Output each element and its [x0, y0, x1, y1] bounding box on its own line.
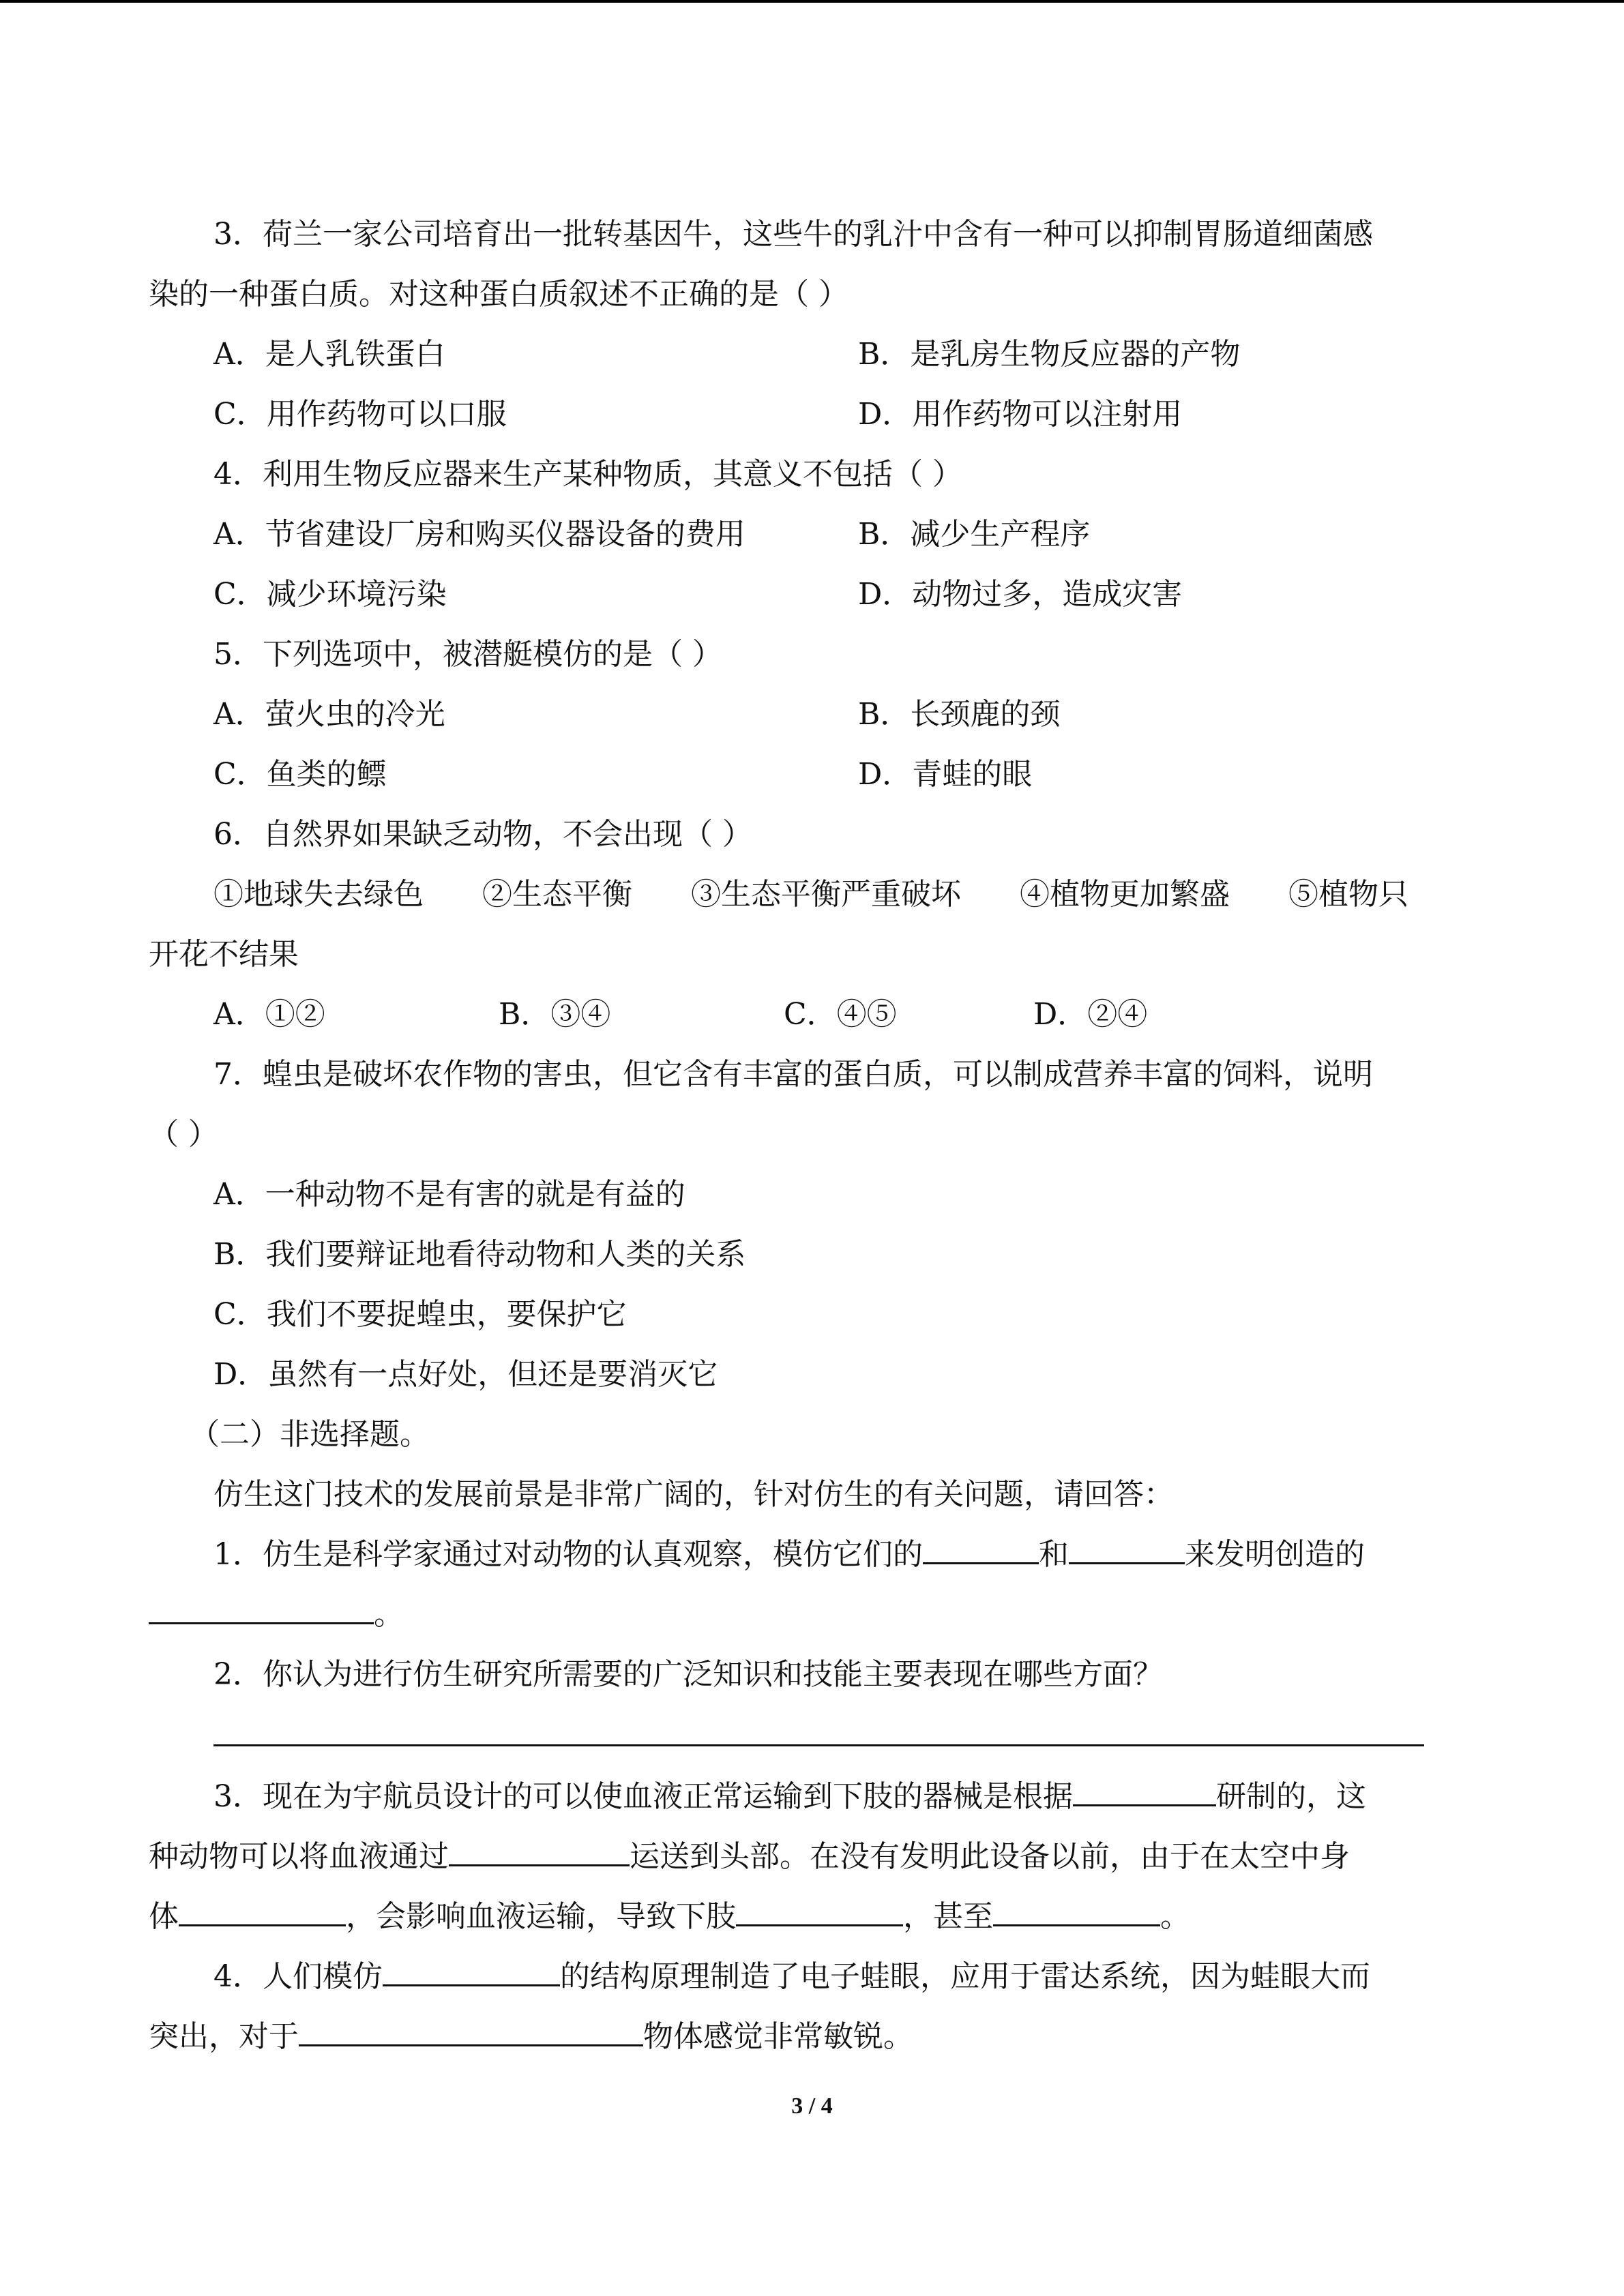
question-3-options-row1 [149, 325, 1479, 385]
fill-question-3-line1 [149, 1767, 1479, 1827]
question-6-options [149, 985, 1479, 1045]
fill-question-4-line1 [149, 1947, 1479, 2007]
option-d: D．②④ [1033, 997, 1148, 1032]
option-a: A．节省建设厂房和购买仪器设备的费用 [213, 517, 745, 552]
item-3: ③生态平衡严重破坏 [691, 877, 961, 912]
q1-part3: 来发明创造的 [1185, 1537, 1365, 1572]
item-1: ①地球失去绿色 [213, 877, 424, 912]
fill-question-1-line2 [149, 1585, 1479, 1645]
answer-blank[interactable] [1069, 1534, 1185, 1564]
answer-line[interactable] [213, 1705, 1424, 1746]
option-a: A．一种动物不是有害的就是有益的 [213, 1177, 685, 1212]
option-d: D．动物过多，造成灾害 [858, 577, 1183, 612]
option-b: B．减少生产程序 [858, 517, 1091, 552]
q3-part3: 种动物可以将血液通过 [149, 1839, 449, 1874]
question-3-options-row2 [149, 385, 1479, 445]
section-heading: （二）非选择题。 [190, 1417, 430, 1452]
option-d: D．用作药物可以注射用 [858, 397, 1183, 432]
question-7-stem-line1: 7．蝗虫是破坏农作物的害虫，但它含有丰富的蛋白质，可以制成营养丰富的饲料，说明 [213, 1057, 1373, 1092]
option-b: B．长颈鹿的颈 [858, 697, 1061, 732]
question-6-items-continued: 开花不结果 [149, 937, 299, 972]
answer-blank[interactable] [149, 1594, 374, 1624]
question-4-options-row2 [149, 565, 1479, 625]
question-7-stem-line2: （ ） [149, 1117, 218, 1152]
option-d: D．青蛙的眼 [858, 757, 1033, 792]
question-3-stem-line2: 染的一种蛋白质。对这种蛋白质叙述不正确的是（ ） [149, 277, 848, 312]
option-c: C．减少环境污染 [213, 577, 447, 612]
option-a: A．①② [213, 997, 325, 1032]
answer-blank[interactable] [736, 1896, 903, 1926]
q4-part2: 的结构原理制造了电子蛙眼，应用于雷达系统，因为蛙眼大而 [560, 1959, 1370, 1994]
fill-question-2: 2．你认为进行仿生研究所需要的广泛知识和技能主要表现在哪些方面？ [213, 1657, 1163, 1692]
q3-part8: 。 [1160, 1899, 1190, 1934]
item-2: ②生态平衡 [482, 877, 632, 912]
question-3-stem-line1: 3．荷兰一家公司培育出一批转基因牛，这些牛的乳汁中含有一种可以抑制胃肠道细菌感 [213, 217, 1373, 252]
q1-part1: 1．仿生是科学家通过对动物的认真观察，模仿它们的 [213, 1537, 923, 1572]
answer-blank[interactable] [449, 1836, 630, 1866]
answer-blank[interactable] [993, 1896, 1160, 1926]
answer-blank[interactable] [1073, 1776, 1216, 1806]
item-5: ⑤植物只 [1288, 877, 1408, 912]
fill-question-3-line3 [149, 1887, 1479, 1947]
fill-question-3-line2 [149, 1827, 1479, 1887]
question-5-options-row2 [149, 745, 1479, 805]
option-b: B．是乳房生物反应器的产物 [858, 337, 1241, 372]
fill-question-1-line1 [149, 1525, 1479, 1585]
q3-part2: 研制的，这 [1216, 1779, 1366, 1814]
option-c: C．用作药物可以口服 [213, 397, 507, 432]
q3-part7: ，甚至 [903, 1899, 993, 1934]
fill-question-4-line2 [149, 2007, 1479, 2067]
question-4-stem: 4．利用生物反应器来生产某种物质，其意义不包括（ ） [213, 457, 962, 492]
question-4-options-row1 [149, 505, 1479, 565]
q1-part2: 和 [1039, 1537, 1069, 1572]
section-intro: 仿生这门技术的发展前景是非常广阔的，针对仿生的有关问题，请回答： [213, 1477, 1174, 1512]
question-5-stem: 5．下列选项中，被潜艇模仿的是（ ） [213, 637, 722, 672]
q1-part4: 。 [374, 1597, 404, 1632]
option-a: A．是人乳铁蛋白 [213, 337, 445, 372]
option-c: C．④⑤ [784, 997, 897, 1032]
answer-blank[interactable] [383, 1956, 560, 1986]
question-6-stem: 6．自然界如果缺乏动物，不会出现（ ） [213, 817, 752, 852]
question-5-options-row1 [149, 685, 1479, 745]
q3-part6: ，会影响血液运输，导致下肢 [346, 1899, 736, 1934]
option-d: D．虽然有一点好处，但还是要消灭它 [213, 1357, 718, 1392]
item-4: ④植物更加繁盛 [1020, 877, 1230, 912]
page-number: 3 / 4 [791, 2093, 833, 2119]
q3-part4: 运送到头部。在没有发明此设备以前，由于在太空中身 [630, 1839, 1350, 1874]
page-content [149, 205, 1479, 2067]
question-6-items [149, 865, 1479, 925]
top-border [0, 0, 1624, 3]
option-a: A．萤火虫的冷光 [213, 697, 445, 732]
option-b: B．我们要辩证地看待动物和人类的关系 [213, 1237, 746, 1272]
q3-part1: 3．现在为宇航员设计的可以使血液正常运输到下肢的器械是根据 [213, 1779, 1073, 1814]
q4-part3: 突出，对于 [149, 2019, 299, 2054]
q4-part4: 物体感觉非常敏锐。 [643, 2019, 913, 2054]
q3-part5: 体 [149, 1899, 179, 1934]
answer-blank[interactable] [299, 2016, 643, 2046]
answer-blank[interactable] [179, 1896, 346, 1926]
q4-part1: 4．人们模仿 [213, 1959, 383, 1994]
answer-blank[interactable] [923, 1534, 1039, 1564]
option-b: B．③④ [499, 997, 611, 1032]
option-c: C．我们不要捉蝗虫，要保护它 [213, 1297, 627, 1332]
option-c: C．鱼类的鳔 [213, 757, 387, 792]
